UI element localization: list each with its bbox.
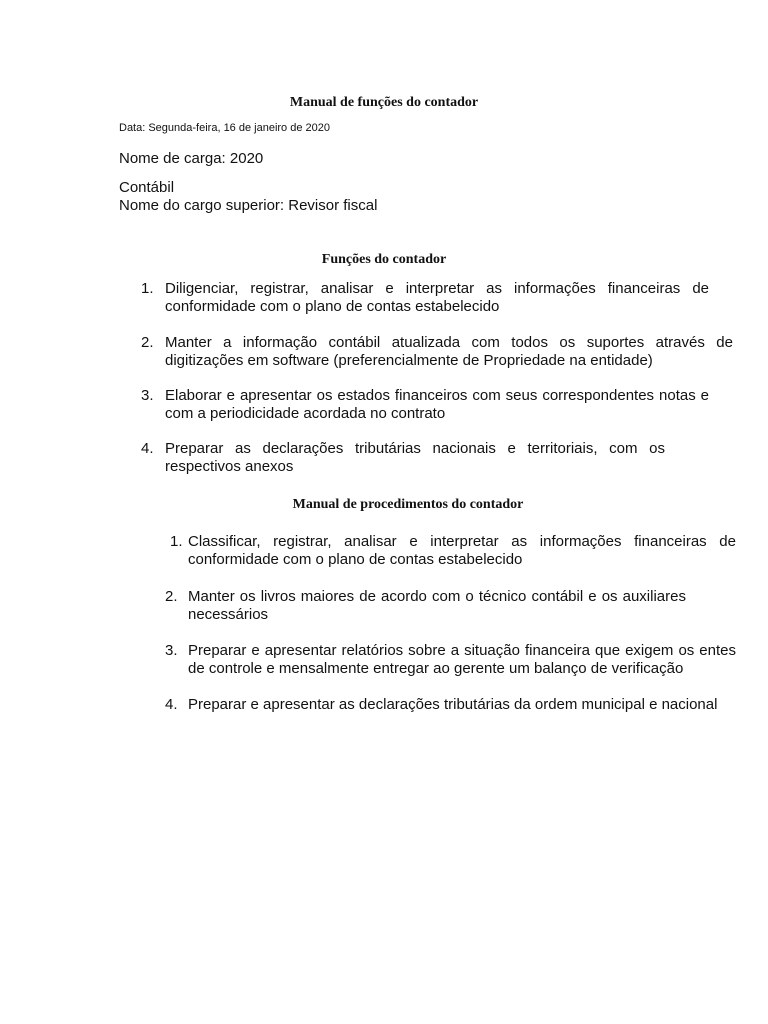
list-item-number: 2. [165,588,178,605]
list-item-text: Preparar e apresentar as declarações tributárias da ordem municipal e nacional [188,696,718,713]
list-item-number: 4. [165,696,178,713]
list-item [170,533,736,569]
superior-position: Nome do cargo superior: Revisor fiscal [119,197,378,214]
list-item [141,387,709,423]
section-title-funcoes: Funções do contador [321,252,447,267]
list-item [141,440,665,476]
list-item-number: 4. [141,440,154,457]
procedimentos-list [165,533,736,714]
list-item [165,588,686,624]
list-item-text: Diligenciar, registrar, analisar e interpretar as informações financeiras de conformidade com o plano de contas estabelecido [165,280,709,315]
list-item [141,280,709,316]
list-item-number: 3. [165,642,178,659]
document-title: Manual de funções do contador [289,95,479,110]
department-name: Contábil [119,179,175,196]
list-item [141,334,733,370]
document-date: Data: Segunda-feira, 16 de janeiro de 2020 [119,122,330,134]
list-item-number: 1. [170,533,183,550]
list-item [165,696,724,714]
section-title-procedimentos: Manual de procedimentos do contador [292,497,524,512]
list-item-number: 2. [141,334,154,351]
list-item-text: Classificar, registrar, analisar e interpretar as informações financeiras de conformidade com o plano de contas estabelecido [188,533,736,568]
list-item-number: 1. [141,280,154,297]
funcoes-list [141,280,733,476]
list-item-number: 3. [141,387,154,404]
list-item-text: Preparar e apresentar relatórios sobre a situação financeira que exigem os entes de controle e mensalmente entregar ao gerente um balanço de verificação [188,642,736,677]
cargo-name: Nome de carga: 2020 [119,150,264,167]
list-item [165,642,736,678]
list-item-text: Elaborar e apresentar os estados financeiros com seus correspondentes notas e com a periodicidade acordada no contrato [165,387,709,422]
list-item-text: Manter a informação contábil atualizada com todos os suportes através de digitizações em software (preferencialmente de Propriedade na entidade) [165,334,733,369]
list-item-text: Manter os livros maiores de acordo com o técnico contábil e os auxiliares necessários [188,588,686,623]
list-item-text: Preparar as declarações tributárias nacionais e territoriais, com os respectivos anexos [165,440,665,475]
